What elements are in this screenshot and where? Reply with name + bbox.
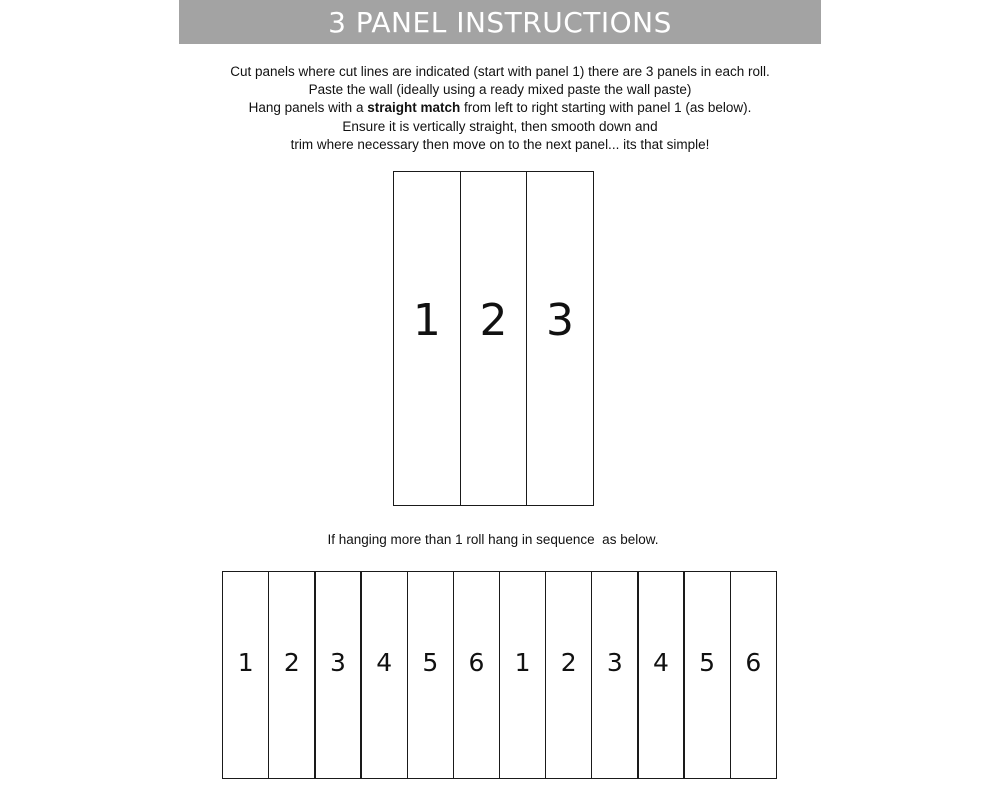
panel-number: 1 [237,647,254,677]
sequence-panel [314,571,361,779]
panel-number: 1 [514,647,531,677]
panel-number: 4 [653,647,669,677]
panel-number: 2 [283,647,300,677]
sequence-diagram [222,571,777,779]
page-title: 3 PANEL INSTRUCTIONS [328,5,672,39]
sequence-panel [268,571,315,779]
instruction-line-3 [100,99,900,117]
sequence-panel [637,571,684,779]
instruction-line-1: Cut panels where cut lines are indicated (start with panel 1) there are 3 panels in each roll. [230,64,770,79]
sequence-panel [360,571,407,779]
panel-number: 1 [412,295,441,346]
sequence-panel [545,571,592,779]
panel-number: 3 [606,647,623,677]
sequence-panel [591,571,638,779]
instruction-line-4: Ensure it is vertically straight, then smooth down and [342,118,658,134]
single-roll-diagram [393,171,594,506]
roll-panel [460,171,528,506]
sequence-panel [453,571,500,779]
panel-number: 5 [699,647,716,677]
panel-number: 5 [422,647,439,677]
sequence-panel [683,571,730,779]
instruction-line-5: trim where necessary then move on to the next panel... its that simple! [290,136,710,152]
roll-panel [393,171,461,506]
sequence-panel [407,571,454,779]
instructions-block [100,63,900,154]
title-banner [179,0,821,44]
sequence-panel [222,571,269,779]
sequence-panel [499,571,546,779]
panel-number: 2 [560,647,577,677]
instruction-line-2: Paste the wall (ideally using a ready mixed paste the wall paste) [308,82,692,98]
sequence-note: If hanging more than 1 roll hang in sequence as below. [327,532,659,547]
panel-number: 6 [468,647,485,677]
instruction-line-3-end: from left to right starting with panel 1 (as below). [460,100,752,116]
sequence-panel [730,571,777,779]
panel-number: 6 [745,647,762,677]
panel-number: 2 [479,295,508,346]
panel-number: 3 [330,647,346,677]
panel-number: 4 [376,647,393,677]
roll-panel [526,171,594,506]
instruction-line-3-start: Hang panels with a [248,100,368,116]
straight-match-emphasis: straight match [367,100,461,116]
panel-number: 3 [546,295,575,346]
